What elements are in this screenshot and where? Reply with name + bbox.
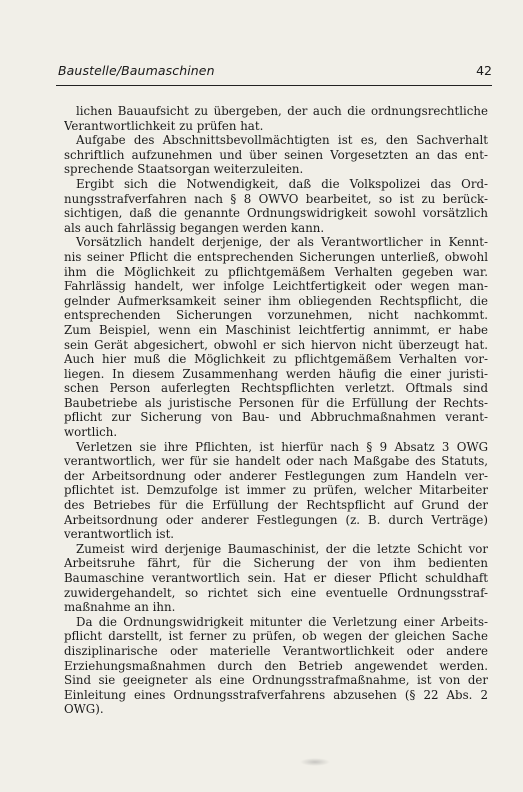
text-line: des Betriebes für die Erfüllung der Rechtspflicht auf Grund der <box>64 498 488 513</box>
text-line: sein Gerät abgesichert, obwohl er sich hiervon nicht überzeugt hat. <box>64 337 488 352</box>
text-line: Fahrlässig handelt, wer infolge Leichtfertigkeit oder wegen man- <box>64 279 488 294</box>
text-line: maßnahme an ihn. <box>64 600 176 615</box>
page-number: 42 <box>476 63 492 78</box>
body-text <box>64 104 488 717</box>
text-line: sichtigen, daß die genannte Ordnungswidrigkeit sowohl vorsätzlich <box>64 206 488 221</box>
paragraph <box>64 104 488 133</box>
text-line: verantwortlich ist. <box>64 527 175 542</box>
paragraph <box>64 615 488 717</box>
text-line: Zum Beispiel, wenn ein Maschinist leichtfertig annimmt, er habe <box>64 322 488 337</box>
paragraph <box>64 177 488 235</box>
text-line: OWG). <box>64 702 104 717</box>
text-line: Einleitung eines Ordnungsstrafverfahrens abzusehen (§ 22 Abs. 2 <box>64 687 488 702</box>
text-line: schriftlich aufzunehmen und über seinen Vorgesetzten an das ent- <box>64 147 488 162</box>
text-line: Verantwortlichkeit zu prüfen hat. <box>64 118 264 133</box>
text-line: entsprechenden Sicherungen vorzunehmen, nicht nachkommt. <box>64 308 488 323</box>
text-line: pflichtet ist. Demzufolge ist immer zu prüfen, welcher Mitarbeiter <box>64 483 488 498</box>
text-line: der Arbeitsordnung oder anderer Festlegungen zum Handeln ver- <box>64 468 488 483</box>
paragraph <box>64 542 488 615</box>
paragraph <box>64 440 488 542</box>
text-line: sprechende Staatsorgan weiterzuleiten. <box>64 162 304 177</box>
text-line: nungsstrafverfahren nach § 8 OWVO bearbeitet, so ist zu berück- <box>64 191 488 206</box>
text-line: ihm die Möglichkeit zu pflichtgemäßem Verhalten gegeben war. <box>64 264 488 279</box>
text-line: gelnder Aufmerksamkeit seiner ihm obliegenden Rechtspflicht, die <box>64 293 488 308</box>
text-line: liegen. In diesem Zusammenhang werden häufig die einer juristi- <box>64 366 488 381</box>
text-line: Sind sie geeigneter als eine Ordnungsstrafmaßnahme, ist von der <box>64 673 488 688</box>
text-line: Baubetriebe als juristische Personen für die Erfüllung der Rechts- <box>64 395 488 410</box>
text-line: disziplinarische oder materielle Verantwortlichkeit oder andere <box>64 643 488 658</box>
text-line: Verletzen sie ihre Pflichten, ist hierfür nach § 9 Absatz 3 OWG <box>76 439 488 454</box>
paragraph <box>64 133 488 177</box>
paragraph <box>64 235 488 439</box>
text-line: Zumeist wird derjenige Baumaschinist, der die letzte Schicht vor <box>76 541 488 556</box>
text-line: lichen Bauaufsicht zu übergeben, der auch die ordnungsrechtliche <box>76 104 488 118</box>
text-line: Erziehungsmaßnahmen durch den Betrieb angewendet werden. <box>64 658 488 673</box>
text-line: nis seiner Pflicht die entsprechenden Sicherungen unterließ, obwohl <box>64 249 488 264</box>
text-line: Arbeitsruhe fährt, für die Sicherung der von ihm bedienten <box>64 556 488 571</box>
text-line: Arbeitsordnung oder anderer Festlegungen (z. B. durch Verträge) <box>64 512 488 527</box>
header-rule <box>56 85 492 86</box>
text-line: verantwortlich, wer für sie handelt oder nach Maßgabe des Statuts, <box>64 454 488 469</box>
text-line: wortlich. <box>64 425 118 440</box>
text-line: zuwidergehandelt, so richtet sich eine eventuelle Ordnungsstraf- <box>64 585 488 600</box>
text-line: als auch fahrlässig begangen werden kann. <box>64 220 325 235</box>
text-line: Vorsätzlich handelt derjenige, der als Verantwortlicher in Kennt- <box>76 235 488 250</box>
text-line: schen Person auferlegten Rechtspflichten verletzt. Oftmals sind <box>64 381 488 396</box>
text-line: pflicht zur Sicherung von Bau- und Abbruchmaßnahmen verant- <box>64 410 488 425</box>
text-line: Aufgabe des Abschnittsbevollmächtigten ist es, den Sachverhalt <box>76 133 488 148</box>
page-header <box>58 60 492 82</box>
text-line: Da die Ordnungswidrigkeit mitunter die Verletzung einer Arbeits- <box>76 614 488 629</box>
text-line: pflicht darstellt, ist ferner zu prüfen, ob wegen der gleichen Sache <box>64 629 488 644</box>
text-line: Auch hier muß die Möglichkeit zu pflichtgemäßem Verhalten vor- <box>64 352 488 367</box>
running-title: Baustelle/Baumaschinen <box>58 63 215 78</box>
text-line: Ergibt sich die Notwendigkeit, daß die Volkspolizei das Ord- <box>76 176 488 191</box>
print-smudge <box>300 758 330 766</box>
text-line: Baumaschine verantwortlich sein. Hat er dieser Pflicht schuldhaft <box>64 571 488 585</box>
